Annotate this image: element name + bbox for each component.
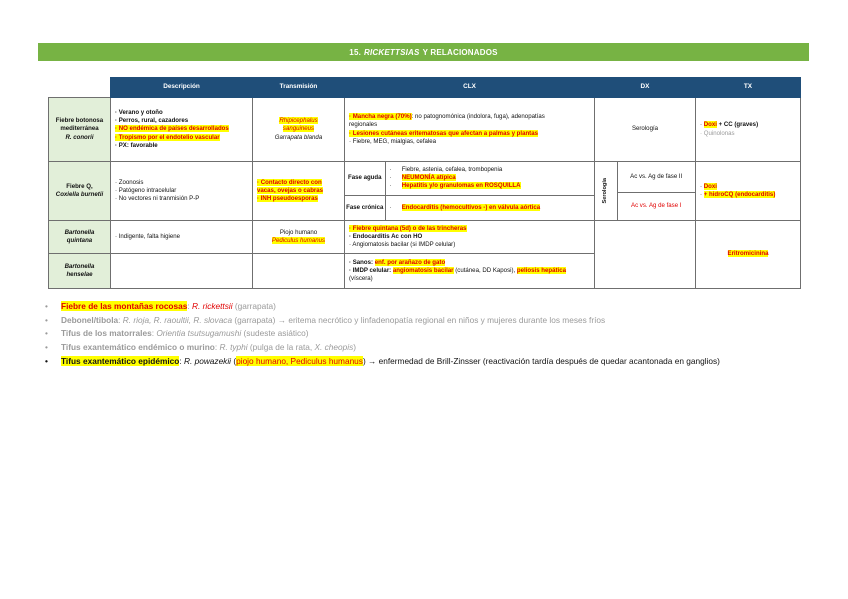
trans-fiebre-botonosa xyxy=(253,98,345,162)
clx-text: · Sanos: xyxy=(349,258,375,266)
tx-text: · Quinolonas xyxy=(700,129,735,137)
table-row-bartonella-quintana xyxy=(49,221,801,254)
clx-text: (cutánea, DD Kaposi), xyxy=(453,266,517,274)
chronic-line-highlight: Endocarditis (hemocultivos -) en válvula aórtica xyxy=(401,203,541,211)
desc-bartonella-quintana: · Indigente, falta higiene xyxy=(111,221,253,254)
row-head-fiebre-botonosa xyxy=(49,98,111,162)
note-text: : xyxy=(151,328,157,339)
section-title-rest: Y RELACIONADOS xyxy=(422,47,498,57)
desc-bartonella-henselae-empty xyxy=(111,254,253,289)
note-text: ) xyxy=(353,342,357,353)
note-text: : xyxy=(179,355,184,366)
list-item xyxy=(45,314,720,328)
list-item xyxy=(45,355,720,369)
trans-fiebre-q xyxy=(253,162,345,221)
note-text: : xyxy=(214,342,220,353)
clx-highlight: peliosis hepática xyxy=(516,266,566,274)
trans-bartonella-henselae-empty xyxy=(253,254,345,289)
header-tx: TX xyxy=(696,78,801,98)
note-highlight: piojo humano, Pediculus humanus xyxy=(236,355,363,366)
disease-species: henselae xyxy=(66,271,93,278)
phase-chronic-findings: · Endocarditis (hemocultivos -) en válvula aórtica xyxy=(385,195,594,220)
dx-acute: Ac vs. Ag de fase II xyxy=(617,162,695,192)
rickettsias-table xyxy=(48,77,801,289)
desc-line: · Zoonosis xyxy=(115,178,144,186)
clx-text: · Endocarditis Ac con HO xyxy=(349,232,423,240)
dx-serology-table xyxy=(595,162,695,220)
note-text: (sudeste asiático) xyxy=(241,328,309,339)
clx-bartonella-henselae xyxy=(345,254,595,289)
phase-label-chronic: Fase crónica xyxy=(345,195,385,220)
clx-text: (víscera) xyxy=(349,275,373,283)
notes-list xyxy=(45,300,720,368)
acute-line: Fiebre, astenia, cefalea, trombopenia xyxy=(401,165,503,173)
desc-line: · Patógeno intracelular xyxy=(115,186,177,194)
note-text: ( xyxy=(231,355,237,366)
note-text: (pulga de la rata, xyxy=(247,342,315,353)
vector-common-name: Garrapata blanda xyxy=(274,133,323,141)
vector-species: sanguineus xyxy=(282,125,315,133)
header-blank xyxy=(49,78,111,98)
note-species: Orientia tsutsugamushi xyxy=(156,328,242,339)
header-transmision: Transmisión xyxy=(253,78,345,98)
note-term: Tifus de los matorrales xyxy=(61,328,152,339)
disease-name: Fiebre Q, xyxy=(66,182,93,190)
list-item xyxy=(45,341,720,355)
phase-label-acute: Fase aguda xyxy=(345,162,385,195)
row-head-bartonella-quintana xyxy=(49,221,111,254)
note-term: Fiebre de las montañas rocosas xyxy=(61,301,188,311)
note-species: R. typhi xyxy=(219,342,248,353)
clx-highlight: · Fiebre quintana (5d) o de las trincheras xyxy=(349,224,467,232)
clx-highlight: · Lesiones cutáneas eritematosas que afectan a palmas y plantas xyxy=(349,129,538,137)
note-text: ) → enfermedad de Brill-Zinsser (reactivación tardía después de quedar acantonada en ganglios) xyxy=(362,355,720,366)
clx-phase-table xyxy=(345,162,594,220)
header-descripcion: Descripción xyxy=(111,78,253,98)
serology-label: Serología xyxy=(601,178,608,204)
list-item xyxy=(45,327,720,341)
note-text: : xyxy=(118,314,123,325)
header-dx: DX xyxy=(595,78,696,98)
desc-line: · Perros, rural, cazadores xyxy=(115,117,189,125)
clx-fiebre-q xyxy=(345,162,595,221)
row-head-fiebre-q xyxy=(49,162,111,221)
note-species: R. rickettsii xyxy=(191,301,233,311)
tx-fiebre-botonosa: · Doxi + CC (graves) · Quinolonas xyxy=(696,98,801,162)
desc-fiebre-q xyxy=(111,162,253,221)
desc-line: · PX: favorable xyxy=(115,141,158,149)
disease-name: Fiebre botonosa mediterránea xyxy=(55,117,104,133)
note-term: Tifus exantemático epidémico xyxy=(61,355,180,366)
note-text: (garrapata) xyxy=(232,301,276,311)
disease-species: Coxiella burnetii xyxy=(55,191,104,198)
tx-highlight: Doxi xyxy=(703,182,717,190)
clx-bartonella-quintana xyxy=(345,221,595,254)
dx-fiebre-botonosa: Serología xyxy=(595,98,696,162)
dx-bartonella-empty xyxy=(595,221,696,289)
serology-vertical-label xyxy=(595,162,617,220)
disease-species: R. conorii xyxy=(65,133,94,141)
clx-text: · IMDP celular: xyxy=(349,266,393,274)
note-species: X. cheopis xyxy=(314,342,354,353)
tx-text: + CC (graves) xyxy=(716,121,759,129)
trans-highlight: · Contacto directo con vacas, ovejas o cabras xyxy=(257,178,324,194)
disease-species: quintana xyxy=(66,237,93,244)
desc-line: · Verano y otoño xyxy=(115,108,163,116)
tx-highlight: Doxi xyxy=(703,121,717,129)
tx-highlight: + hidroCQ xyxy=(703,191,734,198)
clx-highlight: · Mancha negra (70%) xyxy=(349,113,412,121)
desc-fiebre-botonosa xyxy=(111,98,253,162)
bullet: • xyxy=(45,355,48,366)
list-item xyxy=(45,300,720,314)
table-row-fiebre-botonosa xyxy=(49,98,801,162)
note-species: R. powazekii xyxy=(183,355,232,366)
phase-acute-findings: · Fiebre, astenia, cefalea, trombopenia · NEUMONÍA atípica · Hepatitis y/o granulomas en ROSQUILLA xyxy=(385,162,594,195)
note-species: R. rioja, R. raoultii, R. slovaca xyxy=(122,314,233,325)
disease-name: Bartonella xyxy=(64,228,95,236)
tx-fiebre-q: · Doxi · + hidroCQ (endocarditis) xyxy=(696,162,801,221)
clx-text: : no patognomónica (indolora, fuga), adenopatías xyxy=(411,113,545,121)
tx-bartonella xyxy=(696,221,801,289)
acute-line-highlight: Hepatitis y/o granulomas en ROSQUILLA xyxy=(401,182,521,190)
clx-highlight: angiomatosis bacilar xyxy=(392,266,454,274)
vector-genus: Rhipicephalus xyxy=(279,117,318,125)
trans-highlight: Pediculus humanus xyxy=(271,237,326,244)
tx-highlight: (endocarditis) xyxy=(735,191,776,198)
clx-highlight: enf. por arañazo de gato xyxy=(374,258,446,266)
acute-line-highlight: NEUMONÍA atípica xyxy=(401,174,456,182)
trans-highlight: · INH pseudoesporas xyxy=(257,195,318,203)
dx-fiebre-q xyxy=(595,162,696,221)
clx-text: · Fiebre, MEG, mialgias, cefalea xyxy=(349,137,437,145)
clx-text: regionales xyxy=(349,121,378,129)
clx-text: · Angiomatosis bacilar (si IMDP celular) xyxy=(349,241,456,249)
trans-text: Piojo humano xyxy=(279,228,318,236)
section-title-italic: RICKETTSIAS xyxy=(364,47,420,57)
row-head-bartonella-henselae xyxy=(49,254,111,289)
table-row-fiebre-q xyxy=(49,162,801,221)
bullet: • xyxy=(45,314,48,325)
desc-line: · No vectores ni tranmisión P-P xyxy=(115,195,200,203)
tx-highlight: Eritromicinina xyxy=(727,250,769,258)
bullet: • xyxy=(45,301,48,311)
bullet: • xyxy=(45,342,48,353)
clx-fiebre-botonosa xyxy=(345,98,595,162)
trans-bartonella-quintana xyxy=(253,221,345,254)
header-clx: CLX xyxy=(345,78,595,98)
note-term: Debonel/tibola xyxy=(61,314,119,325)
dx-chronic: Ac vs. Ag de fase I xyxy=(617,192,695,220)
section-title-banner xyxy=(38,43,809,61)
note-term: Tifus exantemático endémico o murino xyxy=(61,342,215,353)
header-row xyxy=(49,78,801,98)
bullet: • xyxy=(45,328,48,339)
disease-name: Bartonella xyxy=(64,262,95,270)
desc-line-highlight: · NO endémica de países desarrollados xyxy=(115,125,229,133)
desc-line-highlight: · Tropismo por el endotelio vascular xyxy=(115,133,220,141)
note-text: (garrapata) → eritema necrótico y linfadenopatía regional en niños y mujeres durante los meses fríos xyxy=(232,314,606,325)
section-number: 15. xyxy=(349,47,362,57)
note-text: : xyxy=(187,301,192,311)
